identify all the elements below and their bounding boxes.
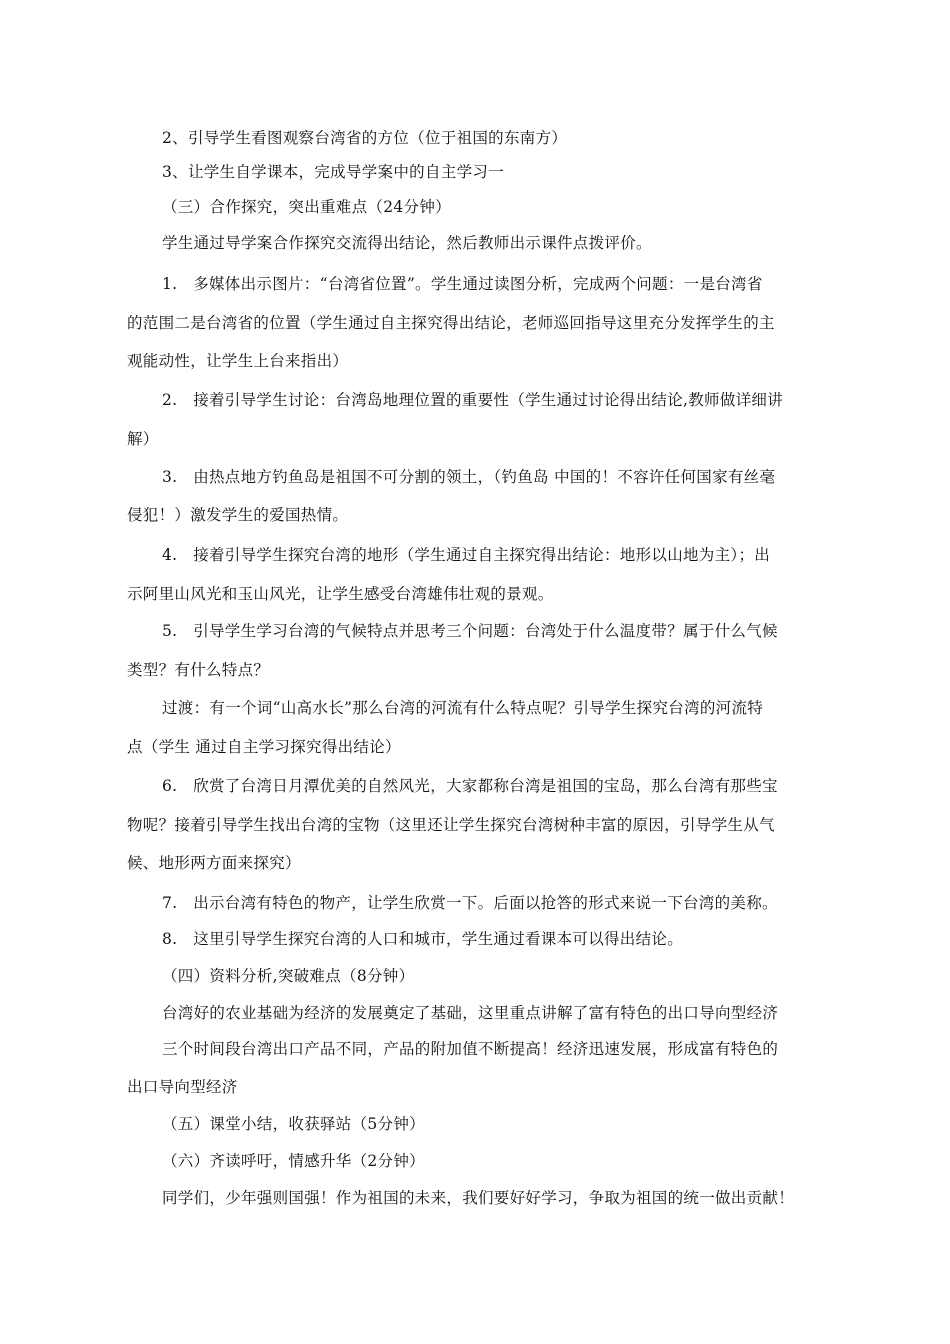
list-item-4-cont: 示阿里山风光和玉山风光，让学生感受台湾雄伟壮观的景观。 xyxy=(127,585,554,603)
list-item-6-cont-2: 候、地形两方面来探究） xyxy=(127,854,301,872)
section-heading-4: （四）资料分析,突破难点（8分钟） xyxy=(162,967,415,985)
section-heading-5: （五）课堂小结，收获驿站（5分钟） xyxy=(162,1115,425,1133)
list-item-8: 8. 这里引导学生探究台湾的人口和城市，学生通过看课本可以得出结论。 xyxy=(162,930,683,948)
transition-line: 过渡：有一个词“山高水长”那么台湾的河流有什么特点呢？引导学生探究台湾的河流特 xyxy=(162,699,764,717)
list-item-5: 5. 引导学生学习台湾的气候特点并思考三个问题：台湾处于什么温度带？属于什么气候 xyxy=(162,622,778,640)
list-item-3-cont: 侵犯！）激发学生的爱国热情。 xyxy=(127,506,349,524)
section-heading-6: （六）齐读呼吁，情感升华（2分钟） xyxy=(162,1152,425,1170)
list-item-5-cont: 类型？有什么特点？ xyxy=(127,661,270,679)
text-line-4: 学生通过导学案合作探究交流得出结论，然后教师出示课件点拨评价。 xyxy=(162,234,652,252)
text-line-2: 3、让学生自学课本，完成导学案中的自主学习一 xyxy=(162,163,504,181)
list-item-1-cont-2: 观能动性，让学生上台来指出） xyxy=(127,352,349,370)
text-line-25-cont: 出口导向型经济 xyxy=(127,1078,238,1096)
text-line-1: 2、引导学生看图观察台湾省的方位（位于祖国的东南方） xyxy=(162,129,568,147)
list-item-4: 4. 接着引导学生探究台湾的地形（学生通过自主探究得出结论：地形以山地为主）；出 xyxy=(162,546,771,564)
transition-line-cont: 点（学生 通过自主学习探究得出结论） xyxy=(127,738,401,756)
text-line-25: 三个时间段台湾出口产品不同，产品的附加值不断提高！经济迅速发展，形成富有特色的 xyxy=(162,1040,779,1058)
text-line-24: 台湾好的农业基础为经济的发展奠定了基础，这里重点讲解了富有特色的出口导向型经济 xyxy=(162,1004,779,1022)
list-item-2: 2. 接着引导学生讨论：台湾岛地理位置的重要性（学生通过讨论得出结论,教师做详细讲 xyxy=(162,391,784,409)
list-item-7: 7. 出示台湾有特色的物产，让学生欣赏一下。后面以抢答的形式来说一下台湾的美称。 xyxy=(162,894,778,912)
list-item-1: 1. 多媒体出示图片：“台湾省位置”。学生通过读图分析，完成两个问题：一是台湾省 xyxy=(162,275,763,293)
list-item-1-cont-1: 的范围二是台湾省的位置（学生通过自主探究得出结论，老师巡回指导这里充分发挥学生的主 xyxy=(127,314,775,332)
section-heading-3: （三）合作探究，突出重难点（24分钟） xyxy=(162,198,451,216)
list-item-6: 6. 欣赏了台湾日月潭优美的自然风光，大家都称台湾是祖国的宝岛，那么台湾有那些宝 xyxy=(162,777,778,795)
list-item-2-cont: 解） xyxy=(127,430,159,448)
closing-line: 同学们，少年强则国强！作为祖国的未来，我们要好好学习，争取为祖国的统一做出贡献！ xyxy=(162,1189,795,1207)
list-item-6-cont-1: 物呢？接着引导学生找出台湾的宝物（这里还让学生探究台湾树种丰富的原因，引导学生从气 xyxy=(127,816,775,834)
list-item-3: 3. 由热点地方钓鱼岛是祖国不可分割的领土，（钓鱼岛 中国的！不容许任何国家有丝毫 xyxy=(162,468,776,486)
